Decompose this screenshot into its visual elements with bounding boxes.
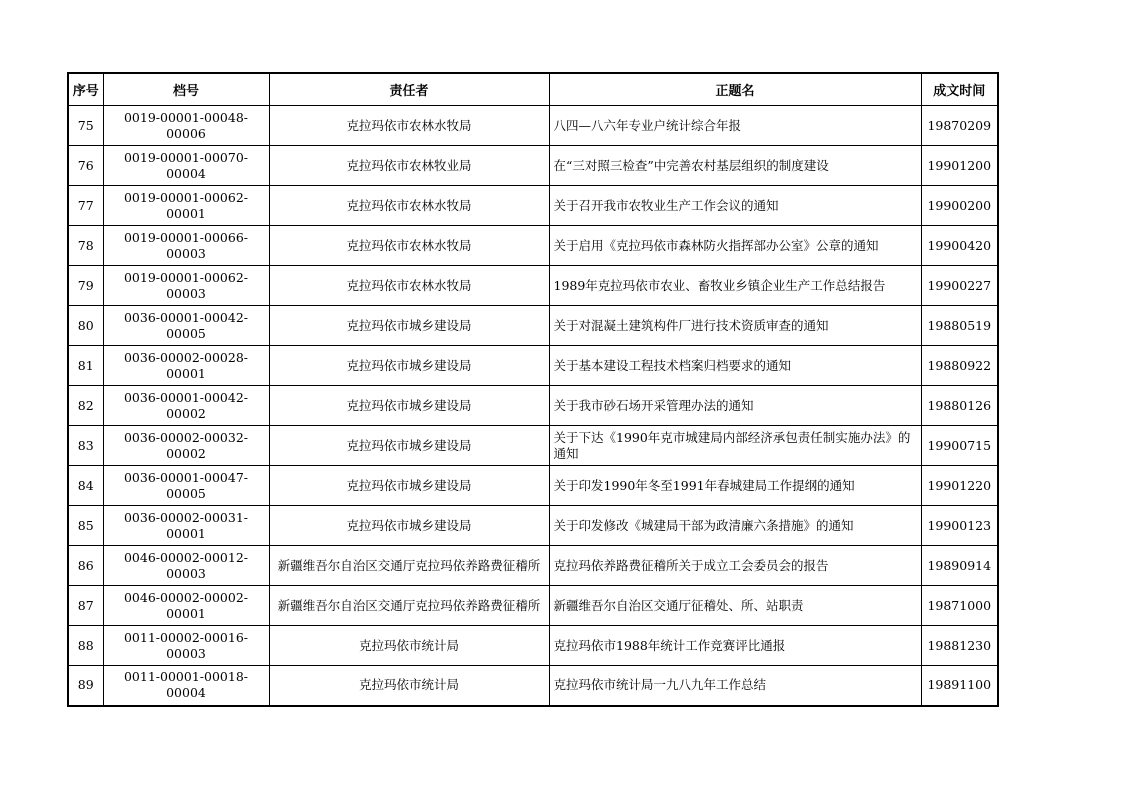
cell-archive-code: 0046-00002-00002-00001 [103,586,269,626]
cell-seq: 77 [68,186,103,226]
cell-title: 关于印发修改《城建局干部为政清廉六条措施》的通知 [549,506,921,546]
cell-title: 关于对混凝土建筑构件厂进行技术资质审查的通知 [549,306,921,346]
table-row [68,626,998,666]
cell-date: 19901200 [921,146,998,186]
cell-archive-code: 0036-00002-00031-00001 [103,506,269,546]
table-row [68,106,998,146]
cell-seq: 80 [68,306,103,346]
cell-title: 1989年克拉玛依市农业、畜牧业乡镇企业生产工作总结报告 [549,266,921,306]
cell-responsible: 新疆维吾尔自治区交通厅克拉玛依养路费征稽所 [269,546,549,586]
header-row [68,73,998,106]
table-row [68,346,998,386]
cell-title: 关于启用《克拉玛依市森林防火指挥部办公室》公章的通知 [549,226,921,266]
table-body [68,106,998,706]
cell-date: 19871000 [921,586,998,626]
cell-responsible: 新疆维吾尔自治区交通厅克拉玛依养路费征稽所 [269,586,549,626]
cell-responsible: 克拉玛依市城乡建设局 [269,506,549,546]
cell-date: 19900227 [921,266,998,306]
header-code: 档号 [103,73,269,106]
cell-archive-code: 0019-00001-00070-00004 [103,146,269,186]
cell-archive-code: 0019-00001-00066-00003 [103,226,269,266]
cell-responsible: 克拉玛依市农林水牧局 [269,266,549,306]
cell-date: 19880922 [921,346,998,386]
cell-seq: 86 [68,546,103,586]
cell-date: 19891100 [921,666,998,706]
cell-seq: 88 [68,626,103,666]
table-row [68,226,998,266]
cell-archive-code: 0036-00001-00047-00005 [103,466,269,506]
cell-date: 19900420 [921,226,998,266]
cell-seq: 85 [68,506,103,546]
cell-title: 关于印发1990年冬至1991年春城建局工作提纲的通知 [549,466,921,506]
cell-date: 19881230 [921,626,998,666]
cell-date: 19880519 [921,306,998,346]
cell-responsible: 克拉玛依市城乡建设局 [269,346,549,386]
header-seq: 序号 [68,73,103,106]
cell-responsible: 克拉玛依市城乡建设局 [269,466,549,506]
cell-archive-code: 0036-00002-00028-00001 [103,346,269,386]
cell-title: 关于我市砂石场开采管理办法的通知 [549,386,921,426]
header-responsible: 责任者 [269,73,549,106]
cell-archive-code: 0019-00001-00048-00006 [103,106,269,146]
cell-archive-code: 0036-00002-00032-00002 [103,426,269,466]
cell-seq: 84 [68,466,103,506]
cell-archive-code: 0046-00002-00012-00003 [103,546,269,586]
cell-title: 克拉玛依养路费征稽所关于成立工会委员会的报告 [549,546,921,586]
cell-seq: 75 [68,106,103,146]
cell-archive-code: 0011-00002-00016-00003 [103,626,269,666]
cell-seq: 82 [68,386,103,426]
cell-responsible: 克拉玛依市农林水牧局 [269,226,549,266]
cell-seq: 89 [68,666,103,706]
table-row [68,386,998,426]
table-row [68,586,998,626]
cell-date: 19870209 [921,106,998,146]
cell-seq: 76 [68,146,103,186]
cell-date: 19900123 [921,506,998,546]
cell-responsible: 克拉玛依市农林水牧局 [269,106,549,146]
cell-seq: 81 [68,346,103,386]
cell-date: 19900715 [921,426,998,466]
cell-date: 19890914 [921,546,998,586]
cell-title: 克拉玛依市1988年统计工作竞赛评比通报 [549,626,921,666]
table-row [68,306,998,346]
cell-seq: 87 [68,586,103,626]
archive-catalog-table [67,72,999,707]
table-row [68,146,998,186]
cell-title: 八四—八六年专业户统计综合年报 [549,106,921,146]
cell-title: 在“三对照三检查”中完善农村基层组织的制度建设 [549,146,921,186]
cell-archive-code: 0036-00001-00042-00005 [103,306,269,346]
cell-title: 新疆维吾尔自治区交通厅征稽处、所、站职责 [549,586,921,626]
cell-title: 克拉玛依市统计局一九八九年工作总结 [549,666,921,706]
table-row [68,266,998,306]
cell-responsible: 克拉玛依市城乡建设局 [269,426,549,466]
cell-archive-code: 0011-00001-00018-00004 [103,666,269,706]
cell-seq: 78 [68,226,103,266]
cell-responsible: 克拉玛依市农林水牧局 [269,186,549,226]
table-row [68,186,998,226]
cell-date: 19901220 [921,466,998,506]
cell-archive-code: 0036-00001-00042-00002 [103,386,269,426]
cell-archive-code: 0019-00001-00062-00001 [103,186,269,226]
table-row [68,426,998,466]
cell-date: 19880126 [921,386,998,426]
cell-seq: 83 [68,426,103,466]
table-row [68,506,998,546]
cell-seq: 79 [68,266,103,306]
cell-responsible: 克拉玛依市统计局 [269,626,549,666]
table-row [68,546,998,586]
cell-title: 关于召开我市农牧业生产工作会议的通知 [549,186,921,226]
cell-date: 19900200 [921,186,998,226]
table-header [68,73,998,106]
cell-responsible: 克拉玛依市统计局 [269,666,549,706]
cell-archive-code: 0019-00001-00062-00003 [103,266,269,306]
table-row [68,466,998,506]
header-title: 正题名 [549,73,921,106]
table-row [68,666,998,706]
header-date: 成文时间 [921,73,998,106]
cell-responsible: 克拉玛依市城乡建设局 [269,306,549,346]
cell-responsible: 克拉玛依市城乡建设局 [269,386,549,426]
cell-title: 关于下达《1990年克市城建局内部经济承包责任制实施办法》的通知 [549,426,921,466]
cell-responsible: 克拉玛依市农林牧业局 [269,146,549,186]
cell-title: 关于基本建设工程技术档案归档要求的通知 [549,346,921,386]
